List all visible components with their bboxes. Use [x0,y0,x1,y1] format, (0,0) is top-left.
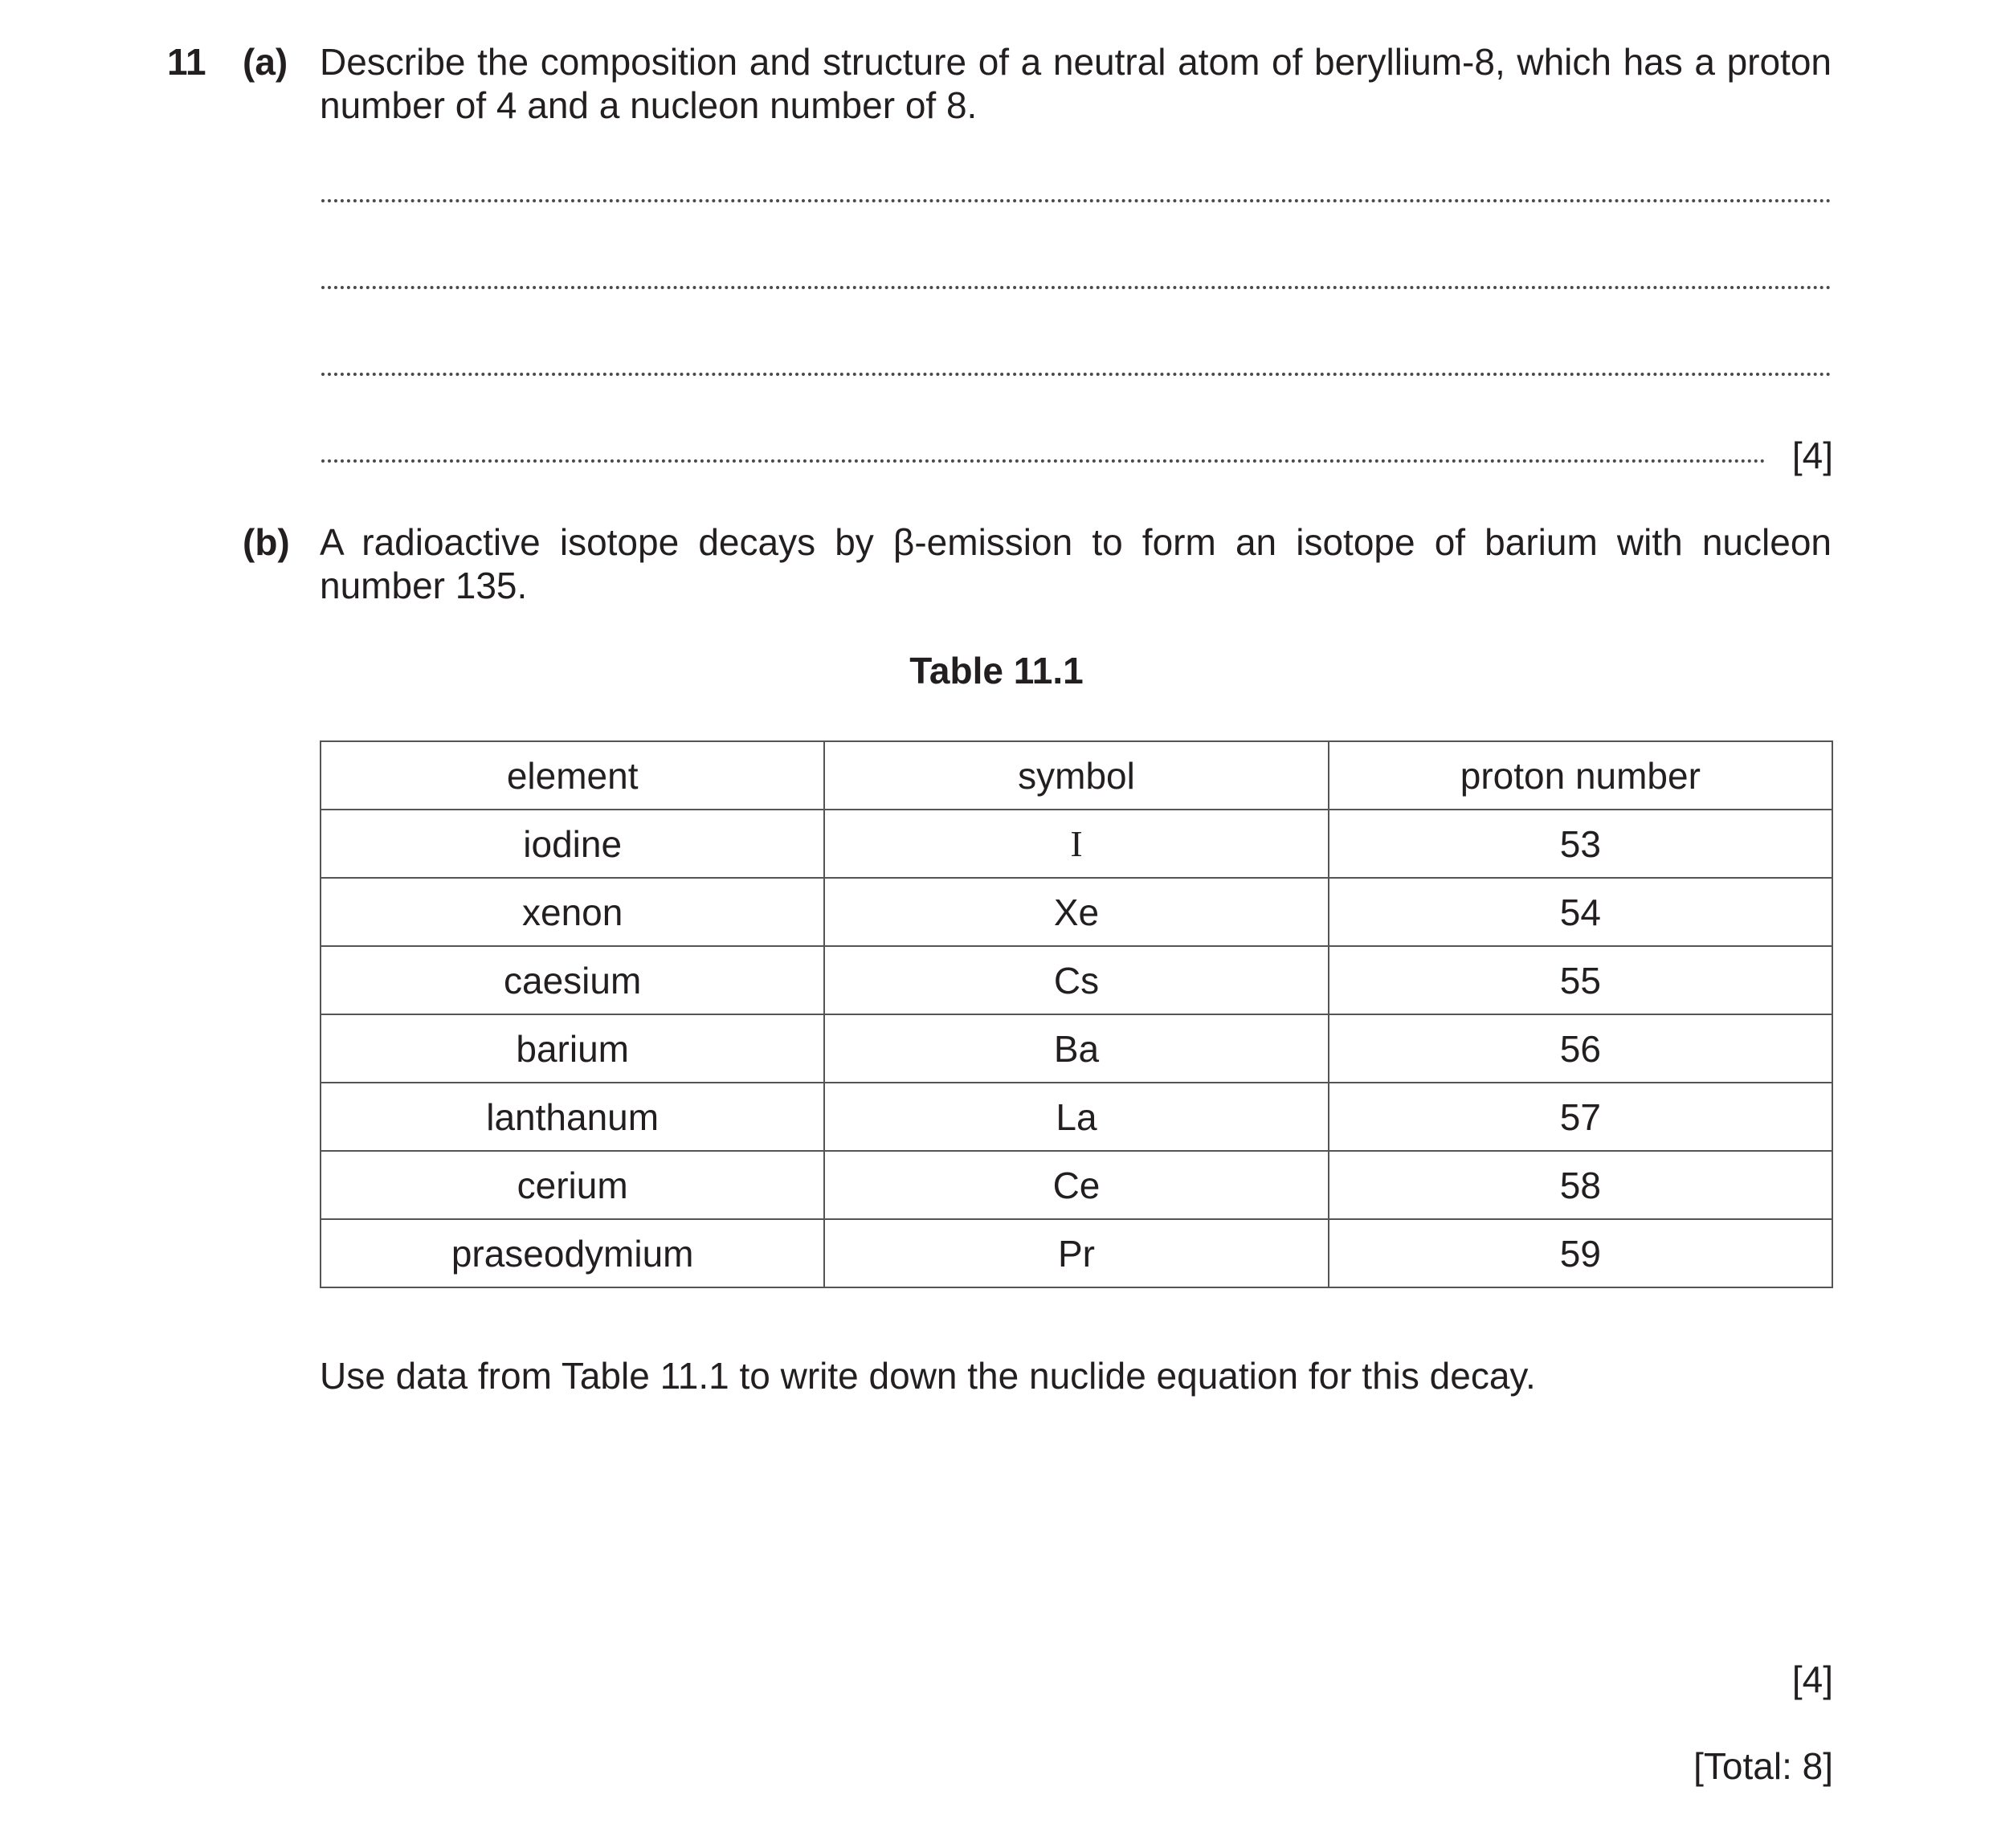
table-row [321,1219,1832,1287]
table-cell-element: barium [321,1014,824,1083]
table-row [321,810,1832,878]
table-cell-element: caesium [321,946,824,1014]
question-number: 11 [167,41,206,83]
table-cell-element: cerium [321,1151,824,1219]
table-cell-proton-number: 55 [1329,946,1832,1014]
table-header: proton number [1329,741,1832,810]
table-row [321,946,1832,1014]
part-a-marks: [4] [1791,434,1833,476]
table-cell-proton-number: 58 [1329,1151,1832,1219]
table-cell-symbol: Cs [824,946,1328,1014]
table-cell-proton-number: 59 [1329,1219,1832,1287]
table-cell-symbol: Ce [824,1151,1328,1219]
element-table [320,740,1833,1288]
table-row [321,1083,1832,1151]
part-a-label: (a) [243,41,288,83]
part-a-text: Describe the composition and structure of a neutral atom of beryllium-8, which has a proton number of 4 and a nucleon number of 8. [320,41,1832,126]
table-cell-symbol: Pr [824,1219,1328,1287]
table-header-row [321,741,1832,810]
answer-line-1[interactable] [321,199,1832,202]
table-cell-element: iodine [321,810,824,878]
table-header: element [321,741,824,810]
part-b-instruction: Use data from Table 11.1 to write down the nuclide equation for this decay. [320,1355,1536,1397]
total-marks: [Total: 8] [1693,1745,1833,1787]
table-caption: Table 11.1 [909,650,1084,691]
part-b-text: A radioactive isotope decays by β-emission to form an isotope of barium with nucleon number 135. [320,521,1832,606]
answer-line-3[interactable] [321,373,1832,376]
part-b-marks: [4] [1791,1658,1833,1700]
table-cell-proton-number: 56 [1329,1014,1832,1083]
table-cell-proton-number: 54 [1329,878,1832,946]
table-cell-symbol: Ba [824,1014,1328,1083]
table-cell-proton-number: 57 [1329,1083,1832,1151]
table-row [321,1014,1832,1083]
table-cell-element: xenon [321,878,824,946]
table-cell-symbol: I [824,810,1328,878]
table-cell-symbol: La [824,1083,1328,1151]
table-row [321,878,1832,946]
answer-line-2[interactable] [321,286,1832,289]
table-cell-symbol: Xe [824,878,1328,946]
table-cell-element: lanthanum [321,1083,824,1151]
table-row [321,1151,1832,1219]
table-cell-proton-number: 53 [1329,810,1832,878]
equation-answer-area[interactable] [320,1430,1833,1638]
table-cell-element: praseodymium [321,1219,824,1287]
answer-line-4[interactable] [321,459,1766,463]
part-b-label: (b) [243,521,290,563]
table-header: symbol [824,741,1328,810]
